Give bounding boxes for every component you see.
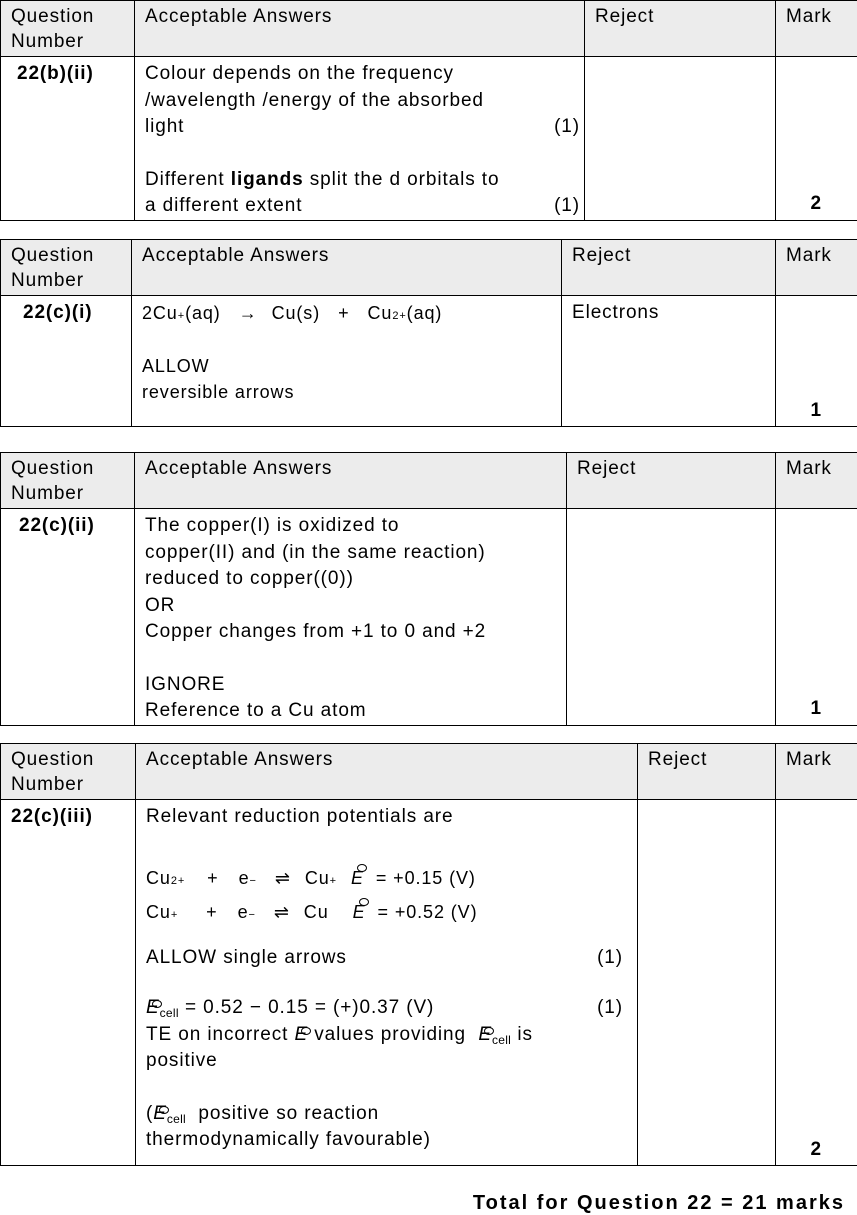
keyword-ligands: ligands	[231, 169, 304, 190]
mark-point: (1)	[597, 995, 623, 1022]
mark-value: 1	[811, 398, 822, 425]
subscript: cell	[167, 1112, 186, 1126]
answer-line: OR	[145, 593, 556, 620]
question-number: 22(c)(ii)	[1, 509, 135, 726]
acceptable-answers	[135, 509, 567, 726]
subscript: cell	[160, 1006, 179, 1020]
reject-cell	[585, 57, 776, 221]
answer-text: TE on incorrect	[146, 1024, 288, 1045]
species: Cu	[146, 861, 171, 895]
acceptable-answers	[135, 57, 585, 221]
mark-cell	[776, 800, 857, 1166]
subscript: cell	[492, 1033, 511, 1047]
answer-text: Different	[145, 169, 225, 190]
header-row	[1, 1, 857, 57]
calculation-line	[146, 995, 617, 1022]
equation: 2Cu + (aq) → Cu(s) + Cu 2+ (aq)	[142, 300, 551, 327]
reject-cell: Electrons	[562, 296, 776, 427]
acceptable-answers	[132, 296, 562, 427]
half-equation-1: Cu 2+ + e − ⇌ Cu + E = +0.15 (V)	[146, 861, 617, 895]
plus-sign: +	[206, 895, 217, 929]
header-row	[1, 744, 857, 800]
equation-term: 2Cu	[142, 300, 178, 327]
standard-potential-symbol: E	[353, 895, 366, 929]
header-mark: Mark	[776, 744, 857, 800]
allow-label: ALLOW	[142, 353, 551, 380]
answer-line: /wavelength /energy of the absorbed	[145, 88, 574, 115]
mark-point: (1)	[554, 193, 580, 220]
answer-row	[1, 800, 857, 1166]
question-number: 22(c)(i)	[1, 296, 132, 427]
equation-term: Cu	[368, 300, 393, 327]
state-symbol: (aq)	[407, 300, 443, 327]
half-equation-2: Cu + + e − ⇌ Cu E = +0.52 (V)	[146, 895, 617, 929]
answer-line	[146, 945, 617, 972]
answer-text: is	[517, 1024, 533, 1045]
header-mark: Mark	[776, 1, 857, 57]
answer-text: a different extent	[145, 195, 302, 216]
answer-line	[146, 1101, 617, 1128]
standard-potential-symbol: E	[351, 861, 364, 895]
reaction-arrow: →	[239, 300, 258, 327]
plus-sign: +	[207, 861, 218, 895]
species: Cu	[146, 895, 171, 929]
header-acceptable: Acceptable Answers	[135, 1, 585, 57]
equilibrium-arrow: ⇌	[274, 895, 290, 929]
answer-line	[145, 114, 574, 141]
mark-point: (1)	[597, 945, 623, 972]
header-row	[1, 453, 857, 509]
header-question: Question Number	[1, 744, 136, 800]
electron: e	[238, 895, 249, 929]
markscheme-table-22c-iii	[0, 743, 857, 1166]
potential-value: = +0.52 (V)	[378, 895, 478, 929]
state-symbol: (aq)	[185, 300, 221, 327]
standard-potential-symbol: E	[153, 1103, 167, 1124]
mark-cell	[776, 57, 857, 221]
standard-potential-symbol: E	[295, 1024, 309, 1045]
answer-line: IGNORE	[145, 672, 556, 699]
allow-text: reversible arrows	[142, 379, 551, 406]
answer-row	[1, 296, 857, 427]
header-reject: Reject	[562, 240, 776, 296]
question-number: 22(b)(ii)	[1, 57, 135, 221]
answer-text: values providing	[314, 1024, 466, 1045]
markscheme-table-22c-ii	[0, 452, 857, 726]
answer-line	[145, 193, 574, 220]
header-acceptable: Acceptable Answers	[135, 453, 567, 509]
plus-sign: +	[338, 300, 349, 327]
header-question: Question Number	[1, 240, 132, 296]
reject-cell	[567, 509, 776, 726]
calculation-value: = 0.52 − 0.15 = (+)0.37 (V)	[185, 997, 434, 1018]
answer-line: reduced to copper((0))	[145, 566, 556, 593]
answer-text: light	[145, 116, 184, 137]
mark-point: (1)	[554, 114, 580, 141]
header-reject: Reject	[585, 1, 776, 57]
header-question: Question Number	[1, 453, 135, 509]
markscheme-table-22c-i	[0, 239, 857, 427]
mark-cell	[776, 296, 857, 427]
answer-line: Reference to a Cu atom	[145, 698, 556, 725]
header-acceptable: Acceptable Answers	[132, 240, 562, 296]
answer-line: thermodynamically favourable)	[146, 1127, 617, 1154]
paren: (	[146, 1103, 153, 1124]
mark-value: 1	[811, 696, 822, 723]
answer-line: Copper changes from +1 to 0 and +2	[145, 619, 556, 646]
total-marks: Total for Question 22 = 21 marks	[473, 1192, 845, 1215]
equilibrium-arrow: ⇌	[275, 861, 291, 895]
mark-value: 2	[811, 1137, 822, 1164]
answer-line: The copper(I) is oxidized to	[145, 513, 556, 540]
answer-row	[1, 509, 857, 726]
answer-text: split the d orbitals to	[310, 169, 500, 190]
answer-row	[1, 57, 857, 221]
allow-text: ALLOW single arrows	[146, 947, 347, 968]
header-acceptable: Acceptable Answers	[136, 744, 638, 800]
potential-value: = +0.15 (V)	[376, 861, 476, 895]
header-reject: Reject	[638, 744, 776, 800]
question-number: 22(c)(iii)	[1, 800, 136, 1166]
header-mark: Mark	[776, 453, 857, 509]
mark-cell	[776, 509, 857, 726]
standard-potential-symbol: E	[146, 997, 160, 1018]
acceptable-answers	[136, 800, 638, 1166]
species: Cu	[304, 895, 329, 929]
header-reject: Reject	[567, 453, 776, 509]
equation-term: Cu(s)	[272, 300, 321, 327]
answer-line	[145, 167, 574, 194]
answer-line: positive	[146, 1048, 617, 1075]
header-row	[1, 240, 857, 296]
te-line	[146, 1022, 617, 1049]
markscheme-table-22b-ii	[0, 0, 857, 221]
reject-cell	[638, 800, 776, 1166]
header-question: Question Number	[1, 1, 135, 57]
standard-potential-symbol: E	[478, 1024, 492, 1045]
answer-text: positive so reaction	[198, 1103, 379, 1124]
answer-line: Colour depends on the frequency	[145, 61, 574, 88]
answer-line: copper(II) and (in the same reaction)	[145, 540, 556, 567]
header-mark: Mark	[776, 240, 857, 296]
mark-value: 2	[811, 191, 822, 218]
species: Cu	[305, 861, 330, 895]
electron: e	[239, 861, 250, 895]
answer-line: Relevant reduction potentials are	[146, 804, 617, 831]
